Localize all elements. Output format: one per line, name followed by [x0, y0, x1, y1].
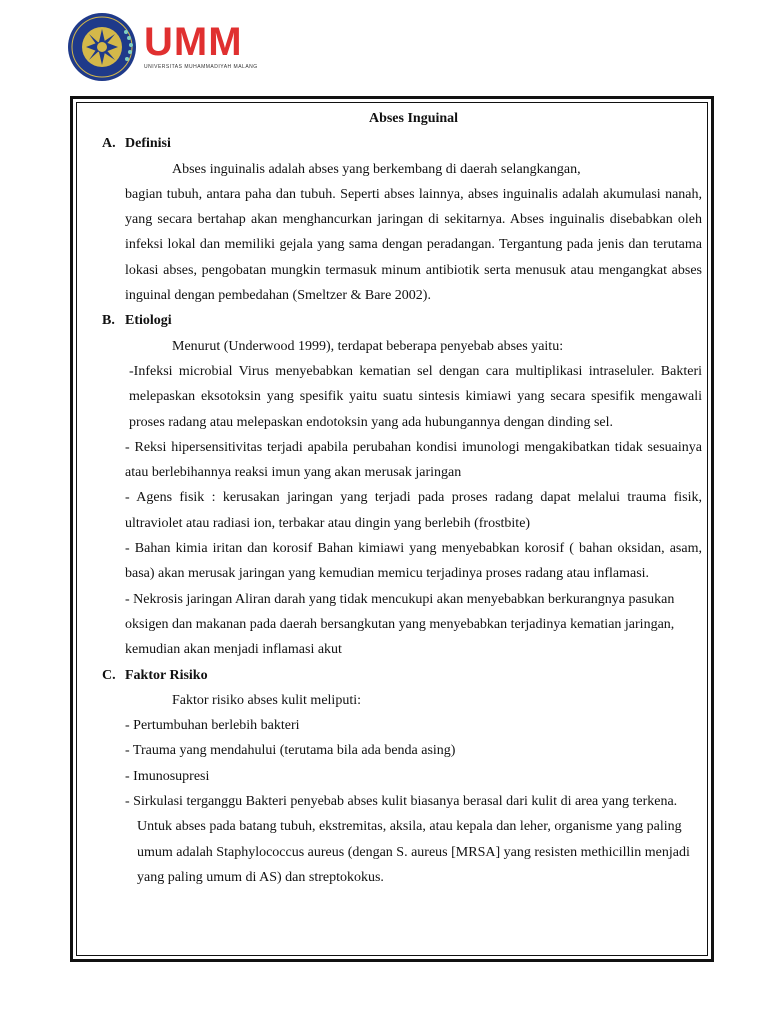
- definisi-paragraph: bagian tubuh, antara paha dan tubuh. Seperti abses lainnya, abses inguinalis adalah akumulasi nanah, yang secara bertahap akan menghancurkan jaringan di sekitarnya. Abses inguinalis disebabkan oleh infeksi lokal dan memiliki gejala yang sama dengan peradangan. Tergantung pada jenis dan terutama lokasi abses, pengobatan mungkin termasuk minum antibiotik serta menusuk atau mengangkat abses inguinal dengan pembedahan (Smeltzer & Bare 2002).: [125, 186, 702, 304]
- etiologi-item: - Reksi hipersensitivitas terjadi apabila perubahan kondisi imunologi mengakibatkan tidak sesuainya atau berlebihannya reaksi imun yang akan merusak jaringan: [125, 439, 702, 481]
- etiologi-item: - Agens fisik : kerusakan jaringan yang terjadi pada proses radang dapat melalui trauma fisik, ultraviolet atau radiasi ion, terbakar atau dingin yang berlebih (frostbite): [125, 490, 702, 531]
- section-heading-definisi: A. Definisi: [102, 136, 171, 152]
- document-title: Abses Inguinal: [368, 111, 459, 126]
- etiologi-intro: Menurut (Underwood 1999), terdapat beberapa penyebab abses yaitu:: [172, 338, 564, 354]
- etiologi-item: - Nekrosis jaringan Aliran darah yang tidak mencukupi akan menyebabkan berkurangnya pasukan oksigen dan makanan pada daerah bersangkutan yang menyebabkan terjadinya kematian jaringan, kemudian akan menjadi inflamasi akut: [125, 591, 675, 658]
- definisi-first-line: Abses inguinalis adalah abses yang berkembang di daerah selangkangan,: [172, 161, 581, 177]
- section-heading-etiologi: B. Etiologi: [102, 313, 172, 329]
- faktor-risiko-item: - Sirkulasi terganggu Bakteri penyebab abses kulit biasanya berasal dari kulit di area yang terkena. Untuk abses pada batang tubuh, ekstremitas, aksila, atau kepala dan leher, organisme yang paling umum adalah Staphylococcus aureus (dengan S. aureus [MRSA] yang resisten methicillin menjadi yang paling umum di AS) dan streptokokus.: [125, 794, 690, 885]
- etiologi-item: -Infeksi microbial Virus menyebabkan kematian sel dengan cara multiplikasi intraseluler. Bakteri melepaskan eksotoksin yang spesifik yaitu suatu sintesis kimiawi yang secara spesifik mengawali proses radang atau melepaskan endotoksin yang ada hubungannya dengan dinding sel.: [129, 363, 702, 430]
- faktor-risiko-intro: Faktor risiko abses kulit meliputi:: [172, 692, 361, 708]
- etiologi-item: - Bahan kimia iritan dan korosif Bahan kimiawi yang menyebabkan korosif ( bahan oksidan, asam, basa) akan merusak jaringan yang kemudian memicu terjadinya proses radang atau inflamasi.: [125, 541, 702, 582]
- brand-subtitle: UNIVERSITAS MUHAMMADIYAH MALANG: [144, 64, 258, 70]
- university-seal-logo: [66, 12, 138, 82]
- section-heading-faktor-risiko: C. Faktor Risiko: [102, 667, 208, 683]
- brand-logo: [144, 22, 258, 70]
- faktor-risiko-item: - Pertumbuhan berlebih bakteri: [125, 718, 300, 734]
- faktor-risiko-item: - Trauma yang mendahului (terutama bila ada benda asing): [125, 743, 456, 759]
- brand-wordmark: UMM: [144, 20, 243, 64]
- faktor-risiko-item: - Imunosupresi: [125, 768, 210, 784]
- header: [66, 12, 266, 82]
- document-body: [102, 106, 702, 890]
